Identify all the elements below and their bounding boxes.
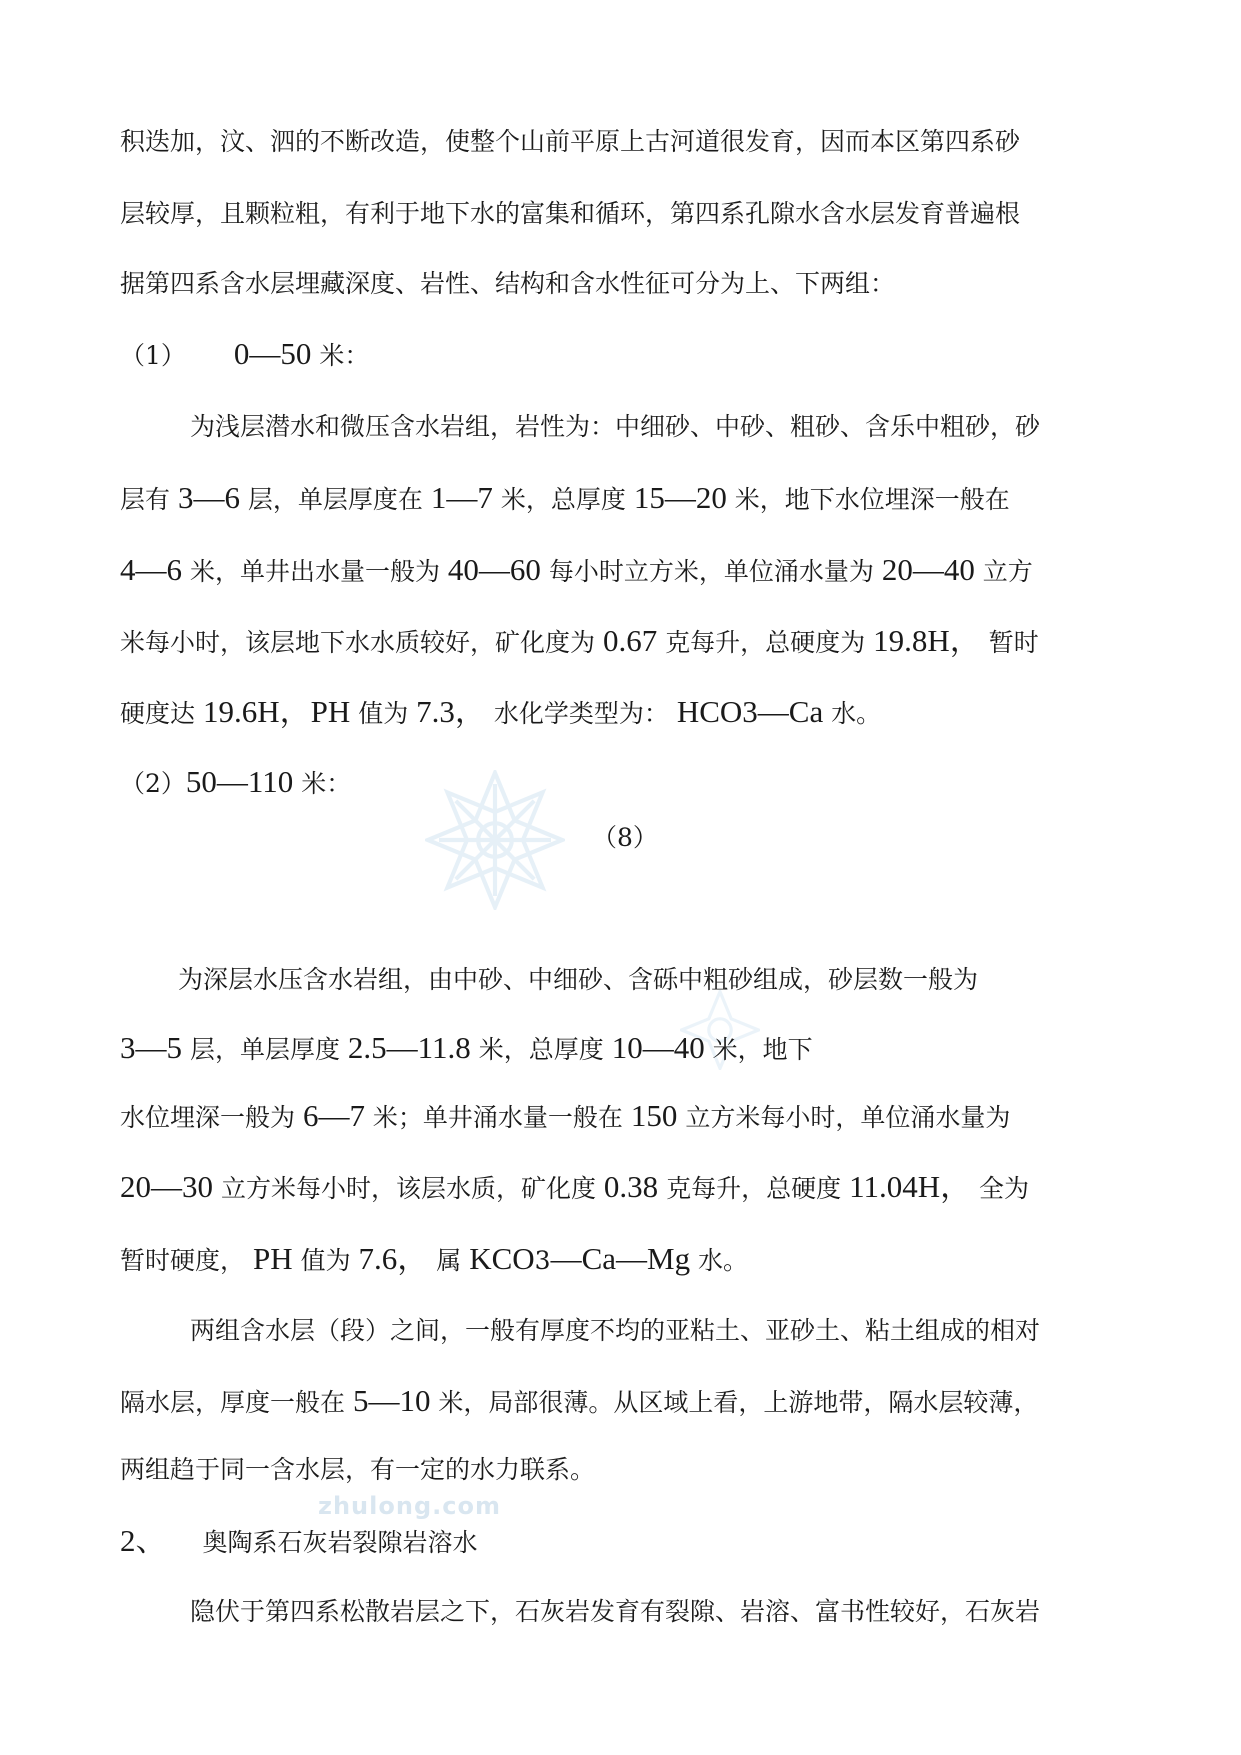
text: 水。 [831, 699, 882, 728]
text: 米每小时，该层地下水水质较好，矿化度为 [120, 628, 596, 657]
text: 每小时立方米，单位涌水量为 [548, 557, 874, 586]
paragraph2-line5 [120, 692, 881, 734]
section-2-number: 2、 [120, 1523, 167, 1558]
text: 层，单层厚度在 [247, 485, 423, 514]
heading-1 [120, 334, 369, 376]
value: KCO [469, 1241, 535, 1276]
text: 隔水层，厚度一般在 [120, 1388, 346, 1417]
snowflake-watermark-icon [425, 770, 565, 910]
value: 150 [630, 1098, 678, 1133]
value: HCO3—Ca [676, 694, 824, 729]
paragraph4-line3: 两组趋于同一含水层，有一定的水力联系。 [120, 1455, 596, 1484]
paragraph2-line3 [120, 550, 1033, 592]
text: 水。 [698, 1246, 749, 1275]
paragraph3-line4 [120, 1167, 1029, 1209]
paragraph2-line2 [120, 478, 1010, 520]
heading-2-range: 50—110 [185, 764, 294, 799]
value: 6—7 [302, 1098, 365, 1133]
text: 米，单井出水量一般为 [189, 557, 440, 586]
value: 15—20 [633, 480, 727, 515]
value: 20—30 [120, 1169, 213, 1204]
paragraph1-line1: 积迭加，汶、泗的不断改造，使整个山前平原上古河道很发育，因而本区第四系砂 [120, 127, 1021, 156]
heading-1-range: 0—50 [233, 336, 312, 371]
text: 米，地下 [712, 1035, 813, 1064]
text: 3 [534, 1246, 551, 1275]
value: 10—40 [611, 1030, 705, 1065]
paragraph1-line3: 据第四系含水层埋藏深度、岩性、结构和含水性征可分为上、下两组： [120, 269, 896, 298]
value: 40—60 [447, 552, 541, 587]
value: 0.38 [603, 1169, 659, 1204]
paragraph3-line1: 为深层水压含水岩组，由中砂、中细砂、含砾中粗砂组成，砂层数一般为 [178, 965, 979, 994]
text: 米，总厚度 [500, 485, 626, 514]
value: —Ca—Mg [550, 1241, 691, 1276]
value: 5—10 [352, 1383, 431, 1418]
text: 立方 [982, 557, 1033, 586]
value: 7.3， [416, 694, 486, 729]
text: 暂时硬度， [120, 1246, 246, 1275]
section-2-title: 奥陶系石灰岩裂隙岩溶水 [202, 1528, 478, 1557]
text: 值为 [300, 1246, 351, 1275]
section-2-heading [120, 1521, 478, 1563]
value: 4—6 [120, 552, 182, 587]
watermark-text: zhulong.com [318, 1492, 501, 1520]
text: 立方米每小时，单位涌水量为 [685, 1103, 1011, 1132]
heading-2-number: （2） [120, 769, 186, 798]
text: 层有 [120, 485, 171, 514]
paragraph2-line4 [120, 621, 1039, 663]
value: 19.8H， [873, 623, 981, 658]
text: 米；单井涌水量一般在 [372, 1103, 623, 1132]
text: 层，单层厚度 [189, 1035, 340, 1064]
paragraph3-line5 [120, 1239, 748, 1281]
page-number: （8） [592, 823, 658, 852]
text: 暂时 [988, 628, 1039, 657]
text: 米，总厚度 [478, 1035, 604, 1064]
text: 值为 [358, 699, 409, 728]
heading-1-number: （1） [120, 341, 186, 370]
value: PH [252, 1241, 293, 1276]
value: 2.5—11.8 [347, 1030, 471, 1065]
text: 全为 [979, 1174, 1030, 1203]
value: 1—7 [430, 480, 493, 515]
paragraph1-line2: 层较厚，且颗粒粗，有利于地下水的富集和循环，第四系孔隙水含水层发育普遍根 [120, 199, 1021, 228]
value: 20—40 [881, 552, 975, 587]
paragraph4-line2 [120, 1381, 1038, 1423]
value: 7.6， [358, 1241, 429, 1276]
heading-2-unit: 米： [301, 769, 352, 798]
text: 硬度达 [120, 699, 196, 728]
value: 19.6H，PH [202, 694, 351, 729]
value: 0.67 [602, 623, 658, 658]
value: 11.04H， [849, 1169, 972, 1204]
paragraph4-line1: 两组含水层（段）之间，一般有厚度不均的亚粘土、亚砂土、粘土组成的相对 [190, 1316, 1041, 1345]
text: 属 [436, 1246, 462, 1275]
text: 米，局部很薄。从区域上看，上游地带，隔水层较薄， [438, 1388, 1039, 1417]
paragraph2-line1: 为浅层潜水和微压含水岩组，岩性为：中细砂、中砂、粗砂、含乐中粗砂，砂 [190, 412, 1041, 441]
text: 立方米每小时，该层水质，矿化度 [220, 1174, 596, 1203]
heading-1-unit: 米： [319, 341, 370, 370]
text: 克每升，总硬度为 [665, 628, 866, 657]
text: 水位埋深一般为 [120, 1103, 296, 1132]
paragraph3-line3 [120, 1096, 1010, 1138]
paragraph5-line1: 隐伏于第四系松散岩层之下，石灰岩发育有裂隙、岩溶、富书性较好，石灰岩 [190, 1597, 1041, 1626]
paragraph3-line2 [120, 1028, 813, 1070]
text: 米，地下水位埋深一般在 [734, 485, 1010, 514]
text: 克每升，总硬度 [666, 1174, 842, 1203]
heading-2 [120, 762, 351, 804]
value: 3—6 [177, 480, 240, 515]
value: 3—5 [120, 1030, 182, 1065]
text: 水化学类型为： [493, 699, 669, 728]
